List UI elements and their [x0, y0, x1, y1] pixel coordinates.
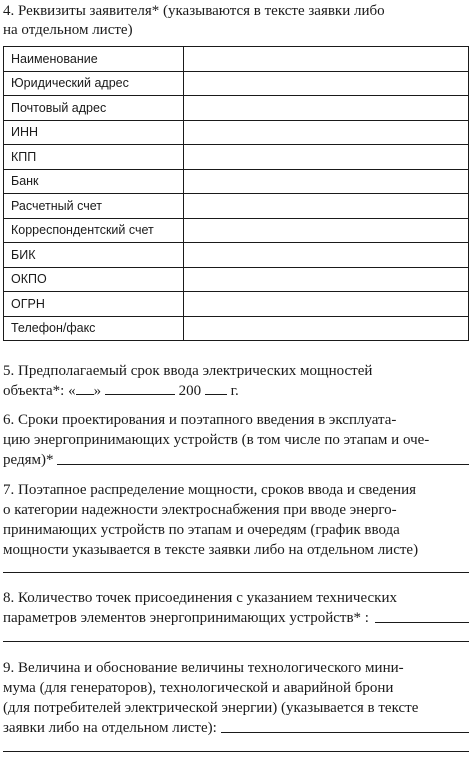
row-value-field[interactable] [184, 316, 469, 341]
row-value-field[interactable] [184, 292, 469, 317]
row-value-field[interactable] [184, 218, 469, 243]
section5-year-suffix: г. [230, 383, 239, 399]
table-row [4, 243, 469, 268]
section5-line1: 5. Предполагаемый срок ввода электрических мощностей [3, 363, 373, 379]
section8-line2-text: параметров элементов энергопринимающих устройств* : [3, 610, 369, 626]
section6-line1-text: 6. Сроки проектирования и поэтапного введения в эксплуата- [3, 412, 397, 428]
requisites-table [3, 46, 469, 341]
section6-line3-text: редям)* [3, 452, 54, 468]
section9-line3: (для потребителей электрической энергии) (указывается в тексте [3, 700, 419, 716]
section6-line1 [3, 410, 469, 430]
section9-blank[interactable] [3, 751, 469, 752]
row-label: Расчетный счет [4, 194, 184, 219]
section9-line2: мума (для генераторов), технологической и аварийной брони [3, 680, 394, 696]
row-label: Почтовый адрес [4, 96, 184, 121]
row-label: ОКПО [4, 267, 184, 292]
row-label: Телефон/факс [4, 316, 184, 341]
row-label: Банк [4, 169, 184, 194]
section6-blank[interactable] [57, 450, 469, 465]
section8-line1: 8. Количество точек присоединения с указанием технических [3, 590, 397, 606]
row-label: ИНН [4, 120, 184, 145]
section4-heading-line1: 4. Реквизиты заявителя* (указываются в тексте заявки либо [3, 3, 385, 19]
row-value-field[interactable] [184, 47, 469, 72]
table-row [4, 120, 469, 145]
table-row [4, 218, 469, 243]
section5-quote: » [93, 383, 102, 399]
section5-year-prefix: 200 [178, 383, 202, 399]
table-row [4, 96, 469, 121]
section7-line1: 7. Поэтапное распределение мощности, сроков ввода и сведения [3, 482, 416, 498]
row-label: КПП [4, 145, 184, 170]
table-row [4, 292, 469, 317]
row-label: Юридический адрес [4, 71, 184, 96]
section7-line4: мощности указывается в тексте заявки либо на отдельном листе) [3, 542, 419, 558]
row-value-field[interactable] [184, 71, 469, 96]
table-row [4, 267, 469, 292]
section9-line1: 9. Величина и обоснование величины технологического мини- [3, 660, 404, 676]
section8-line2 [3, 608, 469, 628]
row-value-field[interactable] [184, 96, 469, 121]
table-row [4, 145, 469, 170]
row-value-field[interactable] [184, 145, 469, 170]
section7-line3: принимающих устройств по этапам и очередям (график ввода [3, 522, 400, 538]
row-label: БИК [4, 243, 184, 268]
section6-line3 [3, 450, 469, 470]
row-label: Корреспондентский счет [4, 218, 184, 243]
year-blank[interactable] [205, 380, 227, 395]
row-label: Наименование [4, 47, 184, 72]
section8-blank-inline[interactable] [375, 608, 469, 623]
section9-line4-text: заявки либо на отдельном листе): [3, 720, 217, 736]
month-blank[interactable] [105, 380, 175, 395]
section5-label: объекта*: « [3, 383, 76, 399]
table-row [4, 71, 469, 96]
row-value-field[interactable] [184, 120, 469, 145]
section7-line2: о категории надежности электроснабжения при вводе энерго- [3, 502, 397, 518]
section5-line2 [3, 380, 239, 401]
section8-blank[interactable] [3, 641, 469, 642]
day-blank[interactable] [76, 380, 94, 395]
row-value-field[interactable] [184, 267, 469, 292]
row-value-field[interactable] [184, 243, 469, 268]
row-label: ОГРН [4, 292, 184, 317]
table-row [4, 47, 469, 72]
table-row [4, 194, 469, 219]
section6-line2: цию энергопринимающих устройств (в том числе по этапам и оче- [3, 432, 430, 448]
section4-heading-line2: на отдельном листе) [3, 22, 133, 38]
table-row [4, 169, 469, 194]
section9-line4 [3, 718, 469, 738]
section9-blank-inline[interactable] [221, 718, 469, 733]
row-value-field[interactable] [184, 194, 469, 219]
table-row [4, 316, 469, 341]
section7-blank[interactable] [3, 572, 469, 573]
row-value-field[interactable] [184, 169, 469, 194]
